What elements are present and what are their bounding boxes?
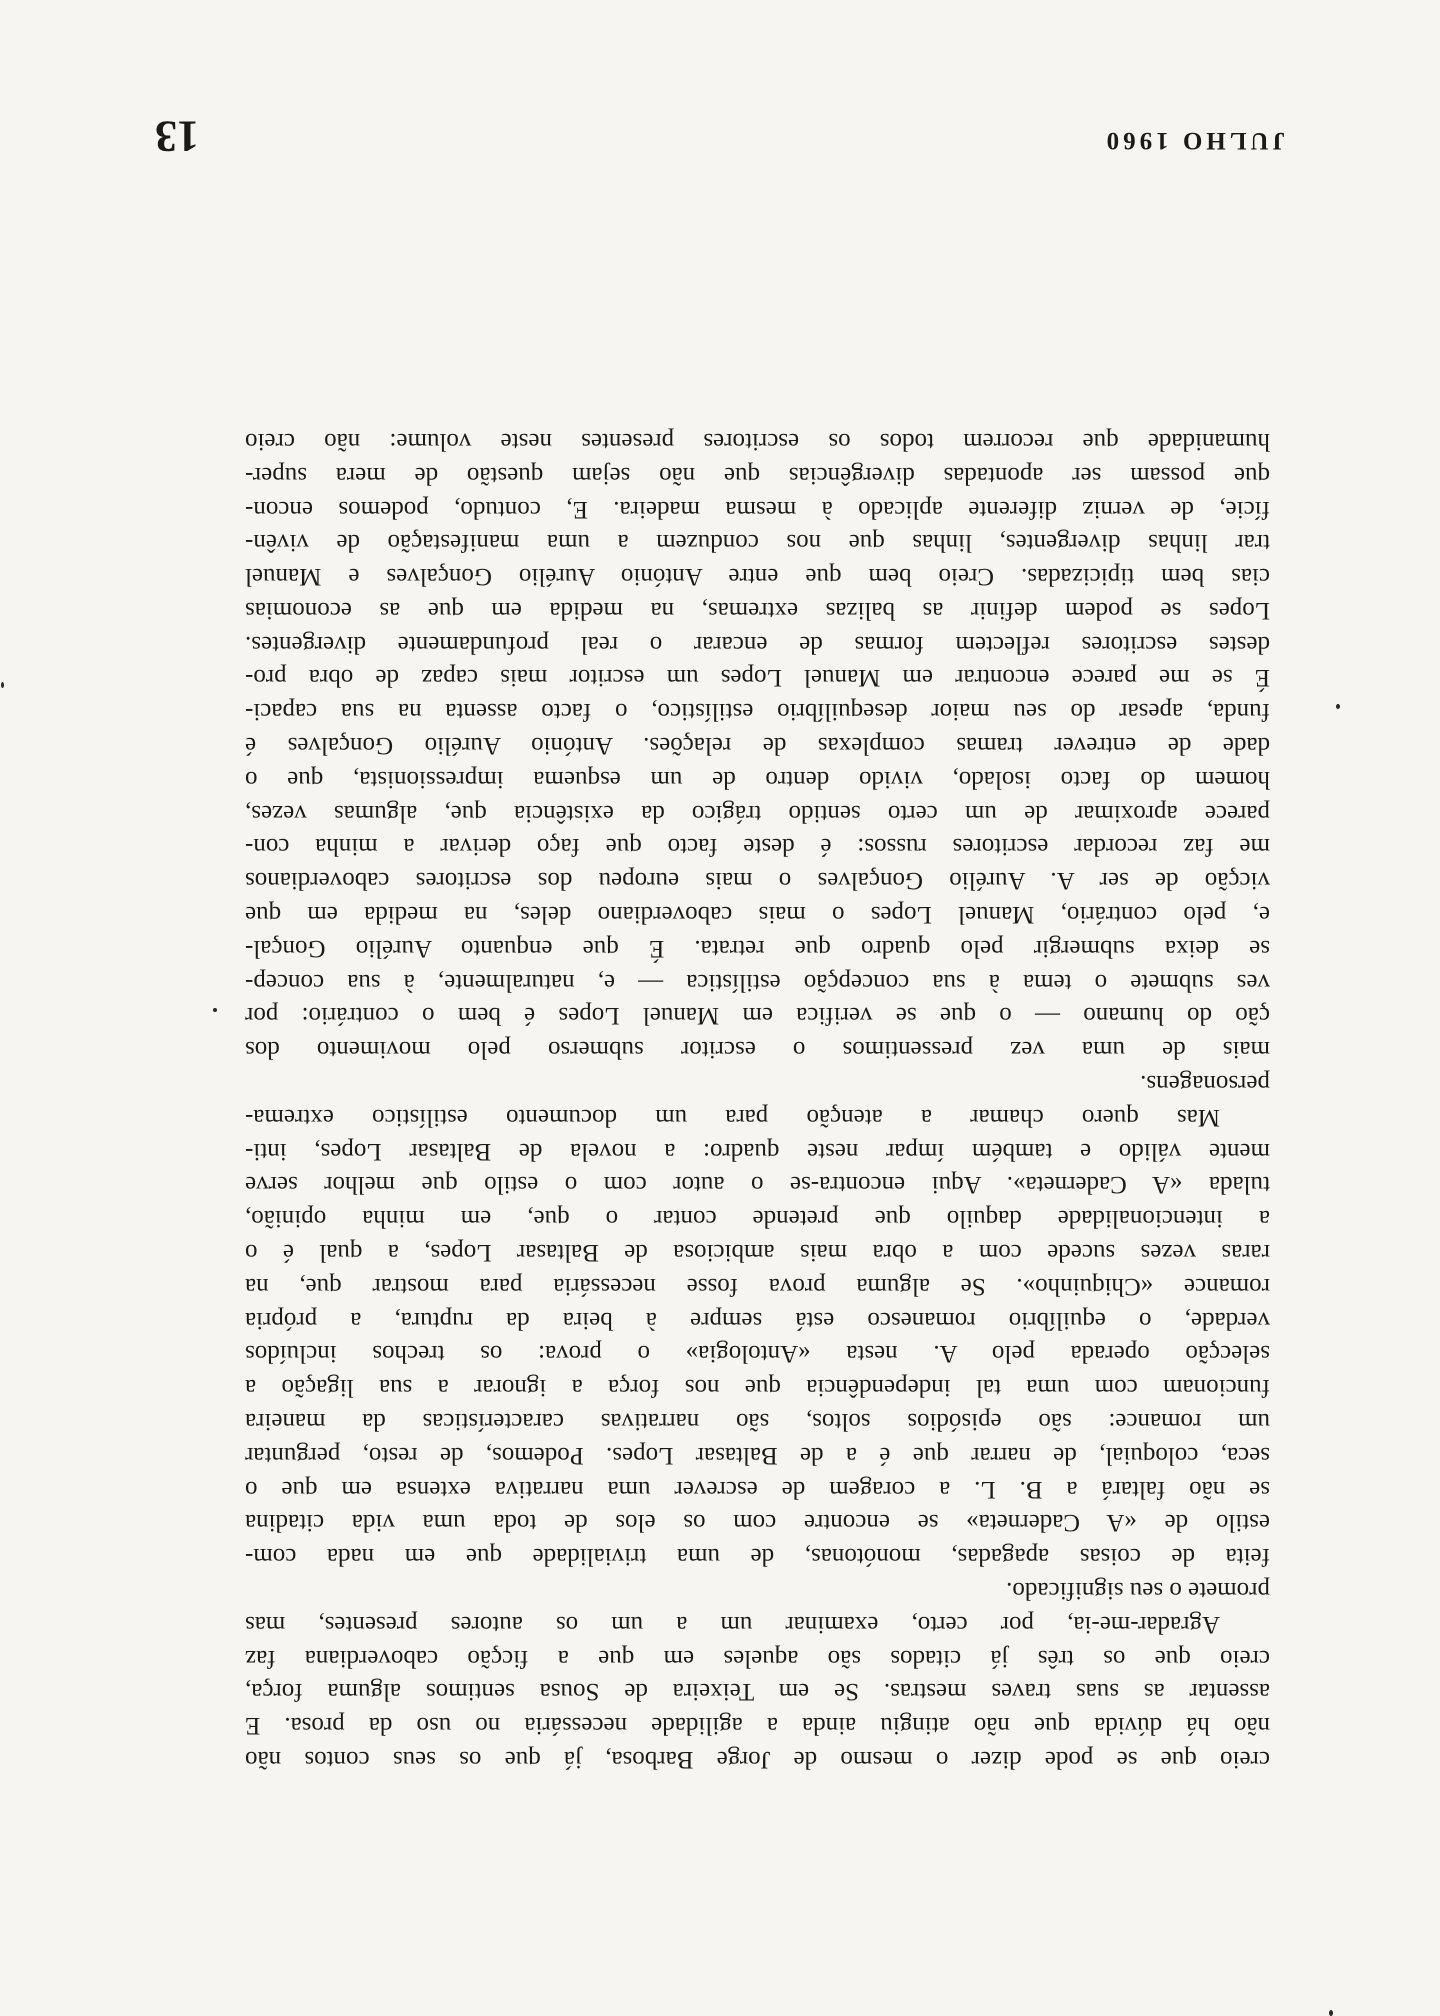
text-line: humanidade que recorrem todos os escritores presentes neste volume: não creio [245,427,1270,455]
page-header [155,104,1285,161]
text-line: estilo de «A Caderneta» se encontre com os elos de toda uma vida citadina [245,1509,1270,1537]
text-line: fície, de verniz diferente aplicado à mesma madeira. E, contudo, podemos encon- [245,495,1270,523]
text-line: destes escritores reflectem formas de encarar o real profundamente divergentes. [245,630,1270,658]
scan-speck [1,682,4,688]
text-line: raras vezes sucede com a obra mais ambiciosa de Baltasar Lopes, a qual é o [245,1239,1270,1267]
text-line: mais de uma vez pressentimos o escritor submerso pelo movimento dos [245,1036,1270,1064]
text-line: um romance: são episódios soltos, são narrativas características da maneira [245,1408,1270,1436]
text-line: verdade, o equilíbrio romanesco está sempre à beira da ruptura, a própria [245,1306,1270,1334]
body-text [245,424,1270,1776]
text-line: creio que os três já citados são aqueles em que a ficção caboverdiana faz [245,1644,1270,1672]
text-line: seca, coloquial, de narrar que é a de Baltasar Lopes. Podemos, de resto, perguntar [245,1441,1270,1469]
text-line: Lopes se podem definir as balizas extremas, na medida em que as economias [245,596,1270,624]
text-line: não há dúvida que não atingiu ainda a agilidade necessária no uso da prosa. E [245,1712,1270,1740]
text-line: creio que se pode dizer o mesmo de Jorge Barbosa, já que os seus contos não [245,1746,1270,1773]
paragraph-closing [245,1607,1270,1776]
text-line: ção do humano — o que se verifica em Manuel Lopes é bem o contrário: por [245,1002,1270,1030]
text-line: ves submete o tema à sua concepção estilística — e, naturalmente, à sua concep- [245,968,1270,996]
text-line: selecção operada pelo A. nesta «Antologia» o prova: os trechos incluídos [245,1340,1270,1368]
text-line: vicção de ser A. Aurélio Gonçalves o mais europeu dos escritores caboverdianos [245,867,1270,895]
scan-speck [213,1008,217,1012]
text-line: e, pelo contrário, Manuel Lopes o mais caboverdiano deles, na medida em que [245,901,1270,929]
text-line: mente válido e também ímpar neste quadro: a novela de Baltasar Lopes, inti- [245,1137,1270,1165]
running-head: JULHO 1960 [1102,127,1285,154]
text-line: feita de coisas apagadas, monótonas, de uma trivialidade que em nada com- [245,1543,1270,1571]
text-line: assentar as suas traves mestras. Se em Teixeira de Sousa sentimos alguma força, [245,1678,1270,1706]
text-line: personagens. [1140,1070,1270,1098]
text-line: parece aproximar de um certo sentido trágico da existência que, algumas vezes, [245,799,1270,827]
text-line: dade de entrever tramas complexas de relações. António Aurélio Gonçalves é [245,732,1270,760]
text-line: funda, apesar do seu maior desequilíbrio estilístico, o facto assenta na sua capaci- [245,698,1270,726]
scan-speck [1329,2010,1333,2016]
text-line: cias bem tipicizadas. Creio bem que entre António Aurélio Gonçalves e Manuel [245,563,1270,591]
text-line: Agradar-me-ia, por certo, examinar um a um os autores presentes, mas [245,1610,1220,1638]
text-line: É se me parece encontrar em Manuel Lopes um escritor mais capaz de obra pro- [245,664,1270,692]
text-line: promete o seu significado. [1006,1577,1270,1605]
text-line: funcionam com uma tal independência que nos força a ignorar a sua ligação a [245,1374,1270,1402]
text-line: homem do facto isolado, vivido dentro de um esquema impressionista, que o [245,765,1270,793]
text-line: tulada «A Caderneta». Aqui encontra-se o autor com o estilo que melhor serve [245,1171,1270,1199]
paragraph-writers [245,424,1270,1100]
text-line: romance «Chiquinho». Se alguma prova fosse necessária para mostrar que, na [245,1272,1270,1300]
paragraph-caderneta [245,1100,1270,1607]
text-line: Mas quero chamar a atenção para um documento estilístico extrema- [245,1103,1220,1131]
text-line: me faz recordar escritores russos: é deste facto que faço derivar a minha con- [245,833,1270,861]
text-line: se deixa submergir pelo quadro que retrata. É que enquanto Aurélio Gonçal- [245,934,1270,962]
text-line: a intencionalidade daquilo que pretende contar o que, em minha opinião, [245,1205,1270,1233]
text-line: que possam ser apontadas divergências que não sejam questão de mera super- [245,461,1270,489]
page-number: 13 [155,112,199,161]
text-line: se não faltará a B. L. a coragem de escrever uma narrativa extensa em que o [245,1475,1270,1503]
scan-speck [1336,704,1340,709]
text-line: trar linhas divergentes, linhas que nos conduzem a uma manifestação de vivên- [245,529,1270,557]
